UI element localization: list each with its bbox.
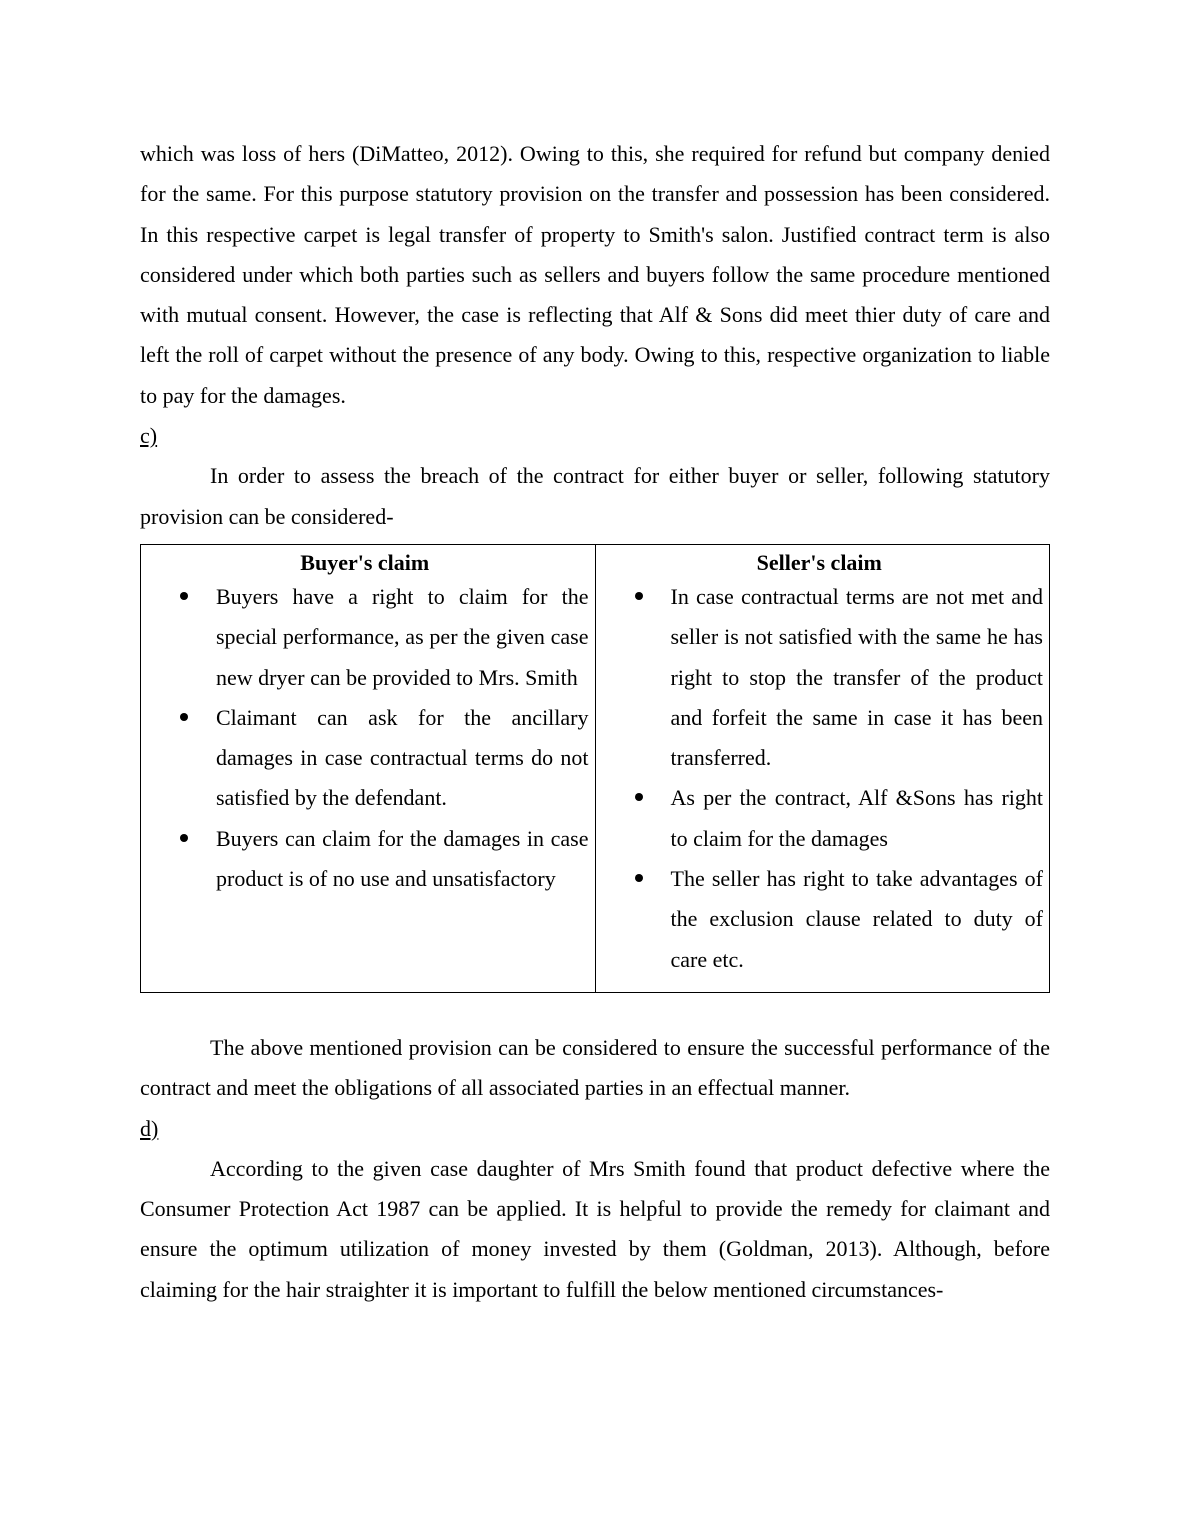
section-c-heading: c) (140, 423, 158, 449)
seller-claim-cell (595, 544, 1050, 992)
bullet-icon (635, 874, 643, 882)
after-table-paragraph: The above mentioned provision can be considered to ensure the successful performance of the contract and meet the obligations of all associated parties in an effectual manner. (140, 1034, 1050, 1101)
seller-claim-item-text: The seller has right to take advantages of the exclusion clause related to duty of care etc. (670, 866, 1043, 972)
seller-claim-list (596, 577, 1044, 980)
section-d-paragraph: According to the given case daughter of Mrs Smith found that product defective where the Consumer Protection Act 1987 can be applied. It is helpful to provide the remedy for claimant and ensure the optimum utilization of money invested by them (Goldman, 2013). Although, before claiming for the hair straighter it is important to fulfill the below mentioned circumstances- (140, 1155, 1050, 1302)
spacer (140, 993, 1050, 1028)
buyer-claim-item-text: Buyers have a right to claim for the special performance, as per the given case new dryer can be provided to Mrs. Smith (216, 583, 589, 690)
bullet-icon (180, 834, 188, 842)
document-page (140, 134, 1050, 1310)
bullet-icon (635, 793, 643, 801)
list-item (216, 819, 589, 900)
seller-claim-item-text: In case contractual terms are not met and seller is not satisfied with the same he has right to stop the transfer of the product and forfeit the same in case it has been transferred. (670, 583, 1043, 771)
buyer-claim-item-text: Claimant can ask for the ancillary damages in case contractual terms do not satisfied by the defendant. (216, 704, 589, 811)
buyer-claim-header: Buyer's claim (300, 549, 430, 575)
seller-claim-header: Seller's claim (756, 549, 882, 575)
buyer-claim-item-text: Buyers can claim for the damages in case product is of no use and unsatisfactory (216, 825, 589, 892)
list-item (671, 577, 1044, 778)
bullet-icon (180, 592, 188, 600)
list-item (216, 577, 589, 698)
list-item (671, 778, 1044, 859)
bullet-icon (635, 592, 643, 600)
buyer-claim-cell (141, 544, 596, 992)
list-item (671, 859, 1044, 980)
section-d-heading: d) (140, 1115, 159, 1141)
bullet-icon (180, 713, 188, 721)
list-item (216, 698, 589, 819)
intro-paragraph: which was loss of hers (DiMatteo, 2012). Owing to this, she required for refund but company denied for the same. For this purpose statutory provision on the transfer and possession has been considered. In this respective carpet is legal transfer of property to Smith's salon. Justified contract term is also considered under which both parties such as sellers and buyers follow the same procedure mentioned with mutual consent. However, the case is reflecting that Alf & Sons did meet thier duty of care and left the roll of carpet without the presence of any body. Owing to this, respective organization to liable to pay for the damages. (140, 141, 1050, 408)
claims-table (140, 544, 1050, 993)
buyer-claim-list (141, 577, 589, 899)
section-c-paragraph: In order to assess the breach of the contract for either buyer or seller, following statutory provision can be considered- (140, 463, 1050, 529)
claims-table-row (141, 544, 1050, 992)
seller-claim-item-text: As per the contract, Alf &Sons has right to claim for the damages (670, 785, 1043, 851)
